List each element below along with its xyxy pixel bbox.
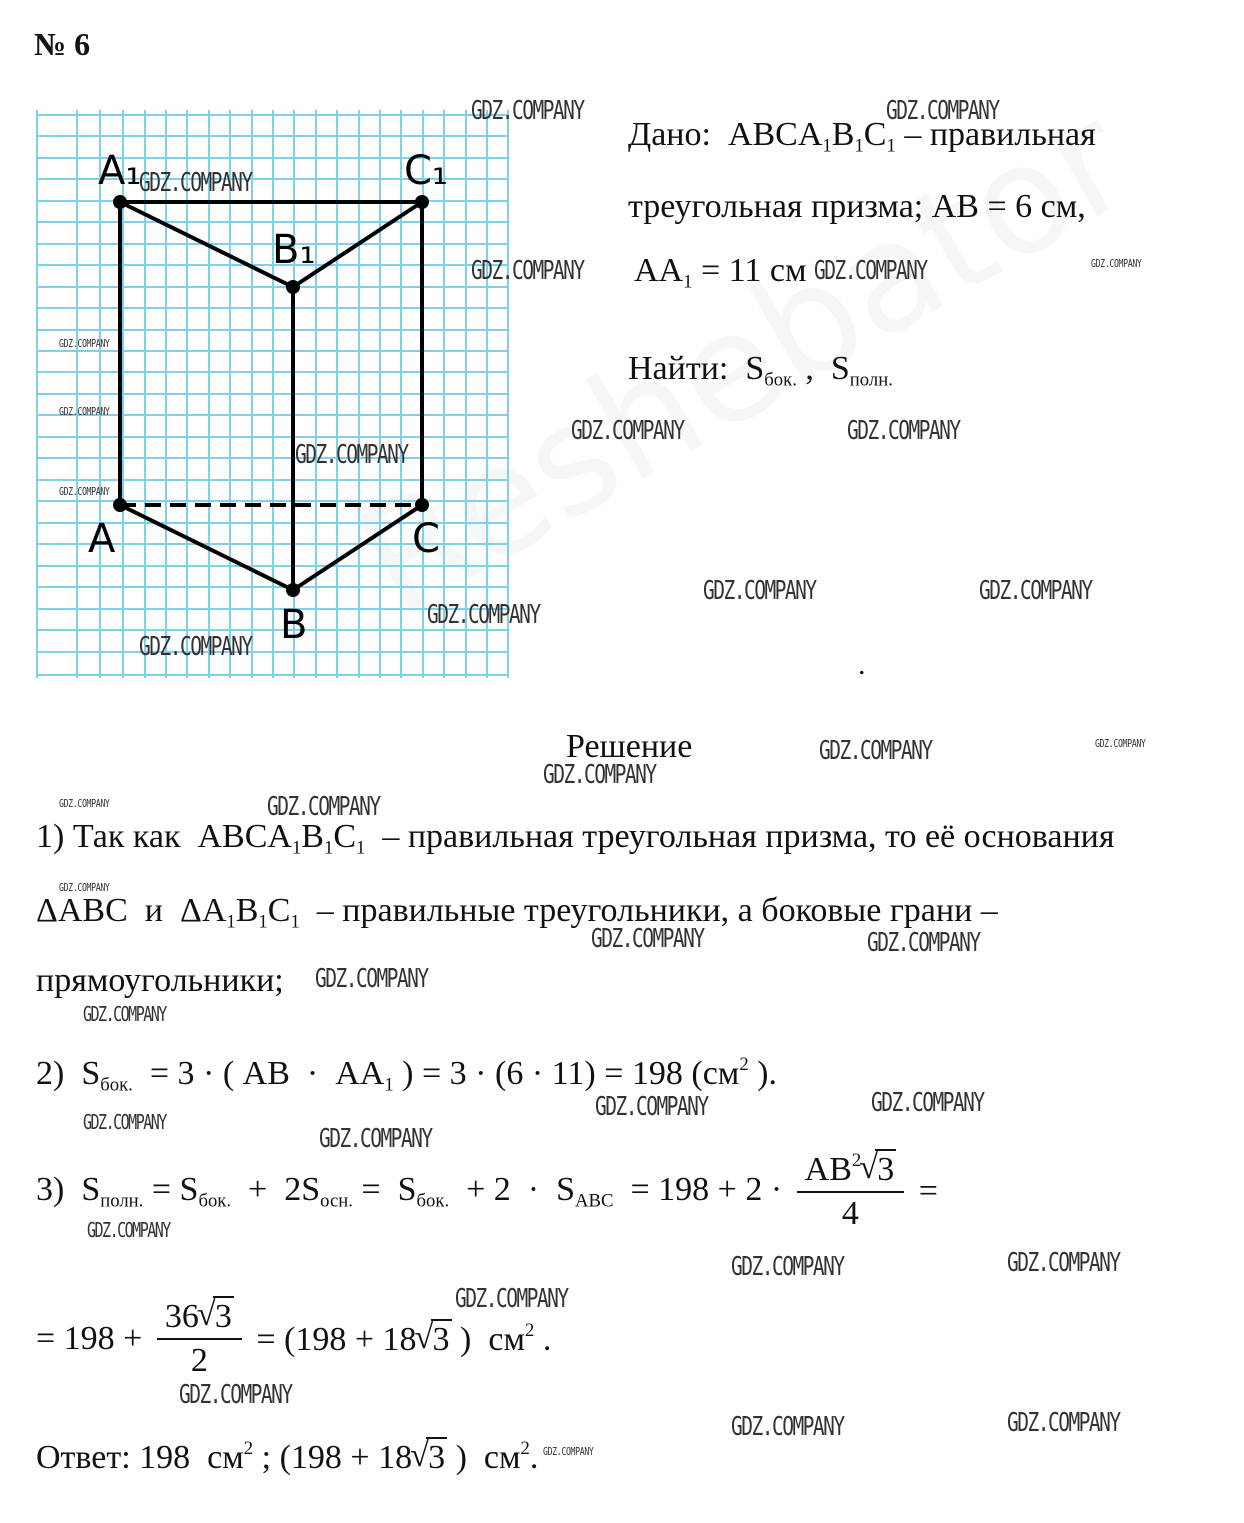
label-b: B — [280, 602, 308, 648]
label-c: C — [412, 516, 440, 562]
watermark: GDZ.COMPANY — [471, 256, 584, 286]
label-b1: B₁ — [272, 227, 316, 273]
watermark: GDZ.COMPANY — [886, 96, 999, 126]
watermark: GDZ.COMPANY — [591, 924, 704, 954]
watermark: GDZ.COMPANY — [267, 792, 380, 822]
watermark: GDZ.COMPANY — [543, 760, 656, 790]
watermark: GDZ.COMPANY — [1095, 737, 1146, 750]
watermark: GDZ.COMPANY — [455, 1284, 568, 1314]
watermark: GDZ.COMPANY — [319, 1124, 432, 1154]
watermark: GDZ.COMPANY — [703, 576, 816, 606]
watermark: GDZ.COMPANY — [731, 1252, 844, 1282]
vertex-b1 — [286, 280, 300, 294]
grid — [37, 110, 508, 678]
vertex-c — [415, 498, 429, 512]
watermark: GDZ.COMPANY — [87, 1218, 170, 1242]
watermark: GDZ.COMPANY — [595, 1092, 708, 1122]
watermark: GDZ.COMPANY — [1007, 1408, 1120, 1438]
watermark: GDZ.COMPANY — [139, 168, 252, 198]
given-line-3: $AA_1 = 11$ см — [634, 252, 807, 293]
watermark: GDZ.COMPANY — [295, 440, 408, 470]
watermark: GDZ.COMPANY — [83, 1110, 166, 1134]
watermark: GDZ.COMPANY — [1091, 257, 1142, 270]
watermark: GDZ.COMPANY — [867, 928, 980, 958]
watermark: GDZ.COMPANY — [471, 96, 584, 126]
label-a: A — [88, 516, 116, 562]
watermark: GDZ.COMPANY — [571, 416, 684, 446]
watermark: GDZ.COMPANY — [59, 337, 110, 350]
find-line: Найти: $S_{бок.}$ , $S_{полн.}$ — [628, 350, 893, 391]
stray-dot: . — [858, 648, 866, 681]
watermark: GDZ.COMPANY — [847, 416, 960, 446]
label-c1: C₁ — [404, 148, 448, 194]
watermark: GDZ.COMPANY — [59, 405, 110, 418]
watermark: GDZ.COMPANY — [139, 632, 252, 662]
fraction-ab2-sqrt3-over-4: $\frac{AB^2√ 3}{4}$ — [797, 1150, 905, 1233]
step-3: 3) $S_{полн.} = S_{бок.} + 2S_{осн.} = S_{бок.} + 2 \cdot S_{ABC} = 198 + 2$ · $\frac{AB^2√ 3}{4}$ = — [36, 1150, 938, 1233]
watermark: GDZ.COMPANY — [59, 797, 110, 810]
watermark: GDZ.COMPANY — [819, 736, 932, 766]
edge-b-c — [293, 505, 422, 590]
label-a1: A₁ — [98, 148, 142, 194]
vertex-a — [113, 498, 127, 512]
watermark: GDZ.COMPANY — [83, 1002, 166, 1026]
answer: Ответ: 198 $см^2$ ; (198 + 18√ 3 ) $см^2$. — [36, 1438, 538, 1477]
step-2: 2) $S_{бок.} = 3$ · ( AB · $AA_1$ ) = 3 · (6 · 11) = 198 ($см^2$ ). — [36, 1054, 777, 1096]
step-1-line-2: ΔABC и $\Delta A_1B_1C_1$ – правильные треугольники, а боковые грани – — [36, 892, 998, 933]
watermark: GDZ.COMPANY — [59, 881, 110, 894]
watermark: GDZ.COMPANY — [871, 1088, 984, 1118]
watermark: GDZ.COMPANY — [543, 1445, 594, 1458]
watermark: GDZ.COMPANY — [427, 600, 540, 630]
watermark: GDZ.COMPANY — [814, 256, 927, 286]
watermark: GDZ.COMPANY — [179, 1380, 292, 1410]
watermark: GDZ.COMPANY — [731, 1412, 844, 1442]
given-line-1: Дано: $ABCA_1B_1C_1$ – правильная — [628, 116, 1096, 157]
watermark: GDZ.COMPANY — [315, 964, 428, 994]
step-3-continuation: = 198 + $\frac{36√ 3}{2}$ = (198 + 18√ 3 ) $см^2$ . — [36, 1298, 551, 1380]
problem-number: № 6 — [34, 26, 91, 62]
watermark: GDZ.COMPANY — [979, 576, 1092, 606]
vertex-a1 — [113, 195, 127, 209]
vertex-b — [286, 583, 300, 597]
fraction-36-sqrt3-over-2: $\frac{36√ 3}{2}$ — [157, 1298, 242, 1380]
step-1-line-3: прямоугольники; — [36, 962, 284, 999]
given-line-2: треугольная призма; AB = 6 см, — [628, 188, 1086, 225]
watermark: GDZ.COMPANY — [1007, 1248, 1120, 1278]
step-1-line-1: 1) Так как $ABCA_1B_1C_1$ – правильная треугольная призма, то её основания — [36, 818, 1115, 859]
watermark: GDZ.COMPANY — [59, 485, 110, 498]
solution-heading: Решение — [566, 728, 693, 765]
vertex-c1 — [415, 195, 429, 209]
